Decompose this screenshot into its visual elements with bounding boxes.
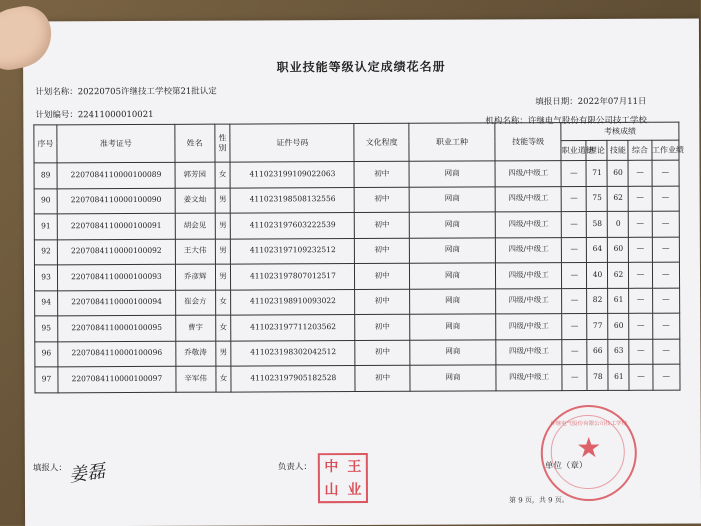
- cell-performance: —: [652, 288, 680, 314]
- cell-performance: —: [652, 262, 680, 288]
- header-comprehensive: 综合: [628, 140, 651, 160]
- cell-id-number: 411023197807012517: [231, 264, 355, 290]
- cell-name: 崔会方: [175, 290, 215, 316]
- table-row: [35, 364, 680, 392]
- header-performance: 工作业绩: [651, 140, 679, 160]
- cell-comprehensive: —: [629, 313, 652, 339]
- cell-ethics: —: [562, 237, 587, 263]
- cell-ethics: —: [562, 365, 587, 391]
- cell-education: 初中: [355, 340, 410, 366]
- header-exam-id: 准考证号: [57, 124, 175, 163]
- cell-id-number: 411023197905182528: [231, 366, 355, 392]
- cell-theory: 78: [587, 364, 608, 390]
- cell-id-number: 411023197603222539: [231, 213, 355, 239]
- cell-gender: 女: [215, 162, 231, 188]
- cell-seq: 91: [34, 214, 57, 240]
- cell-seq: 89: [34, 163, 57, 189]
- cell-skill-level: 四级/中级工: [495, 186, 561, 212]
- table-row: [34, 211, 679, 239]
- header-theory: 理论: [586, 140, 607, 160]
- cell-gender: 男: [215, 239, 231, 265]
- cell-exam-id: 2207084110000100094: [58, 290, 176, 316]
- header-ethics: 职业道德: [561, 141, 586, 161]
- cell-theory: 71: [586, 160, 607, 186]
- cell-performance: —: [652, 237, 680, 263]
- cell-theory: 82: [587, 288, 608, 314]
- header-occupation: 职业工种: [409, 123, 495, 161]
- document-title: 职业技能等级认定成绩花名册: [276, 59, 446, 75]
- header-skill: 技能: [607, 140, 628, 160]
- cell-occupation: 网商: [409, 186, 495, 212]
- cell-id-number: 411023197109232512: [231, 238, 355, 264]
- cell-education: 初中: [354, 161, 409, 187]
- cell-performance: —: [652, 364, 680, 390]
- cell-name: 姜文灿: [175, 188, 215, 214]
- unit-seal: [541, 405, 637, 501]
- cell-seq: 95: [35, 316, 58, 342]
- cell-performance: —: [652, 160, 680, 186]
- header-id-number: 证件号码: [230, 124, 354, 163]
- cell-theory: 77: [587, 313, 608, 339]
- cell-occupation: 网商: [409, 212, 495, 238]
- cell-id-number: 411023198302042512: [231, 340, 355, 366]
- cell-seq: 92: [34, 239, 57, 265]
- cell-skill: 60: [607, 160, 628, 186]
- org-name: 机构名称：许继电气股份有限公司技工学校: [485, 115, 647, 127]
- filler-signature: 姜磊: [67, 460, 107, 487]
- cell-skill: 60: [608, 313, 629, 339]
- plan-number: 计划编号：22411000010021: [35, 109, 154, 121]
- cell-gender: 女: [215, 290, 231, 316]
- cell-occupation: 网商: [409, 161, 495, 187]
- cell-skill: 61: [608, 364, 629, 390]
- cell-skill: 62: [608, 186, 629, 212]
- cell-performance: —: [652, 339, 680, 365]
- table-row: [35, 313, 680, 341]
- cell-occupation: 网商: [410, 288, 496, 314]
- cell-id-number: 411023198508132556: [231, 187, 355, 213]
- seal-text: 许继电气股份有限公司技工学校: [550, 420, 628, 428]
- cell-occupation: 网商: [409, 237, 495, 263]
- cell-name: 郭芳园: [175, 162, 215, 188]
- table-row: [35, 288, 680, 316]
- responsible-label: 负责人：: [277, 462, 312, 473]
- unit-label: 单位（章）: [544, 461, 588, 472]
- cell-name: 乔彦辉: [175, 264, 215, 290]
- cell-skill-level: 四级/中级工: [495, 237, 561, 263]
- roster-sheet: [23, 19, 701, 526]
- cell-skill: 60: [608, 237, 629, 263]
- cell-exam-id: 2207084110000100093: [58, 264, 176, 290]
- cell-theory: 40: [587, 262, 608, 288]
- cell-exam-id: 2207084110000100097: [58, 366, 176, 392]
- cell-performance: —: [652, 211, 680, 237]
- table-row: [34, 237, 679, 265]
- cell-skill-level: 四级/中级工: [495, 212, 561, 238]
- table-row: [34, 186, 679, 214]
- cell-theory: 75: [587, 186, 608, 212]
- cell-occupation: 网商: [410, 339, 496, 365]
- cell-education: 初中: [354, 187, 409, 213]
- cell-ethics: —: [562, 314, 587, 340]
- header-gender: 性别: [215, 124, 231, 162]
- cell-skill-level: 四级/中级工: [496, 288, 562, 314]
- cell-seq: 94: [35, 290, 58, 316]
- cell-seq: 93: [34, 265, 57, 291]
- cell-exam-id: 2207084110000100089: [57, 162, 175, 188]
- score-table: [33, 122, 685, 393]
- cell-gender: 女: [216, 366, 232, 392]
- cell-comprehensive: —: [629, 339, 652, 365]
- cell-id-number: 411023199109022063: [230, 162, 354, 188]
- cell-ethics: —: [561, 161, 586, 187]
- cell-skill-level: 四级/中级工: [496, 314, 562, 340]
- cell-name: 胡会见: [175, 213, 215, 239]
- cell-education: 初中: [355, 212, 410, 238]
- cell-comprehensive: —: [629, 186, 652, 212]
- cell-name: 乔敬涛: [176, 341, 216, 367]
- header-skill-level: 技能等级: [495, 123, 561, 161]
- cell-exam-id: 2207084110000100091: [57, 213, 175, 239]
- cell-ethics: —: [561, 186, 586, 212]
- cell-exam-id: 2207084110000100090: [57, 188, 175, 214]
- table-row: [35, 339, 680, 367]
- fill-date: 填报日期：2022年07月11日: [535, 96, 647, 108]
- cell-comprehensive: —: [629, 237, 652, 263]
- cell-skill-level: 四级/中级工: [496, 339, 562, 365]
- cell-exam-id: 2207084110000100095: [58, 315, 176, 341]
- cell-exam-id: 2207084110000100092: [57, 239, 175, 265]
- cell-comprehensive: —: [629, 288, 652, 314]
- cell-ethics: —: [562, 288, 587, 314]
- responsible-stamp: 中 王 山 业: [318, 453, 368, 503]
- cell-id-number: 411023197711203562: [231, 315, 355, 341]
- star-icon: ★: [576, 430, 602, 465]
- cell-performance: —: [652, 313, 680, 339]
- filler-label: 填报人：: [32, 463, 67, 474]
- cell-gender: 女: [215, 315, 231, 341]
- cell-ethics: —: [562, 263, 587, 289]
- cell-seq: 97: [35, 367, 58, 393]
- header-education: 文化程度: [354, 123, 409, 161]
- cell-education: 初中: [355, 289, 410, 315]
- cell-exam-id: 2207084110000100096: [58, 341, 176, 367]
- cell-seq: 96: [35, 341, 58, 367]
- cell-performance: —: [652, 186, 680, 212]
- cell-theory: 66: [587, 339, 608, 365]
- cell-skill: 62: [608, 262, 629, 288]
- cell-occupation: 网商: [410, 365, 496, 391]
- cell-theory: 58: [587, 211, 608, 237]
- cell-gender: 男: [215, 213, 231, 239]
- cell-name: 王大伟: [175, 239, 215, 265]
- cell-comprehensive: —: [629, 364, 652, 390]
- cell-gender: 男: [215, 264, 231, 290]
- cell-education: 初中: [355, 263, 410, 289]
- cell-skill-level: 四级/中级工: [495, 161, 561, 187]
- cell-ethics: —: [562, 339, 587, 365]
- cell-ethics: —: [561, 212, 586, 238]
- cell-education: 初中: [355, 238, 410, 264]
- cell-occupation: 网商: [409, 263, 495, 289]
- table-row: [34, 160, 679, 188]
- cell-skill-level: 四级/中级工: [496, 365, 562, 391]
- header-name: 姓名: [175, 124, 215, 162]
- cell-name: 辛军伟: [176, 366, 216, 392]
- cell-seq: 90: [34, 188, 57, 214]
- cell-education: 初中: [355, 314, 410, 340]
- cell-skill-level: 四级/中级工: [496, 263, 562, 289]
- cell-gender: 男: [215, 188, 231, 214]
- cell-skill: 0: [608, 211, 629, 237]
- cell-skill: 63: [608, 339, 629, 365]
- cell-skill: 61: [608, 288, 629, 314]
- cell-comprehensive: —: [629, 262, 652, 288]
- cell-occupation: 网商: [410, 314, 496, 340]
- cell-theory: 64: [587, 237, 608, 263]
- header-assessment: 考核成绩: [561, 122, 679, 141]
- cell-name: 曹宇: [175, 315, 215, 341]
- header-seq: 序号: [34, 125, 57, 163]
- cell-comprehensive: —: [628, 160, 651, 186]
- cell-gender: 男: [215, 341, 231, 367]
- cell-id-number: 411023198910093022: [231, 289, 355, 315]
- plan-name: 计划名称：20220705许继技工学校第21批认定: [35, 86, 217, 98]
- table-row: [34, 262, 679, 290]
- cell-education: 初中: [355, 365, 410, 391]
- page-number: 第 9 页，共 9 页。: [508, 496, 569, 505]
- cell-comprehensive: —: [629, 211, 652, 237]
